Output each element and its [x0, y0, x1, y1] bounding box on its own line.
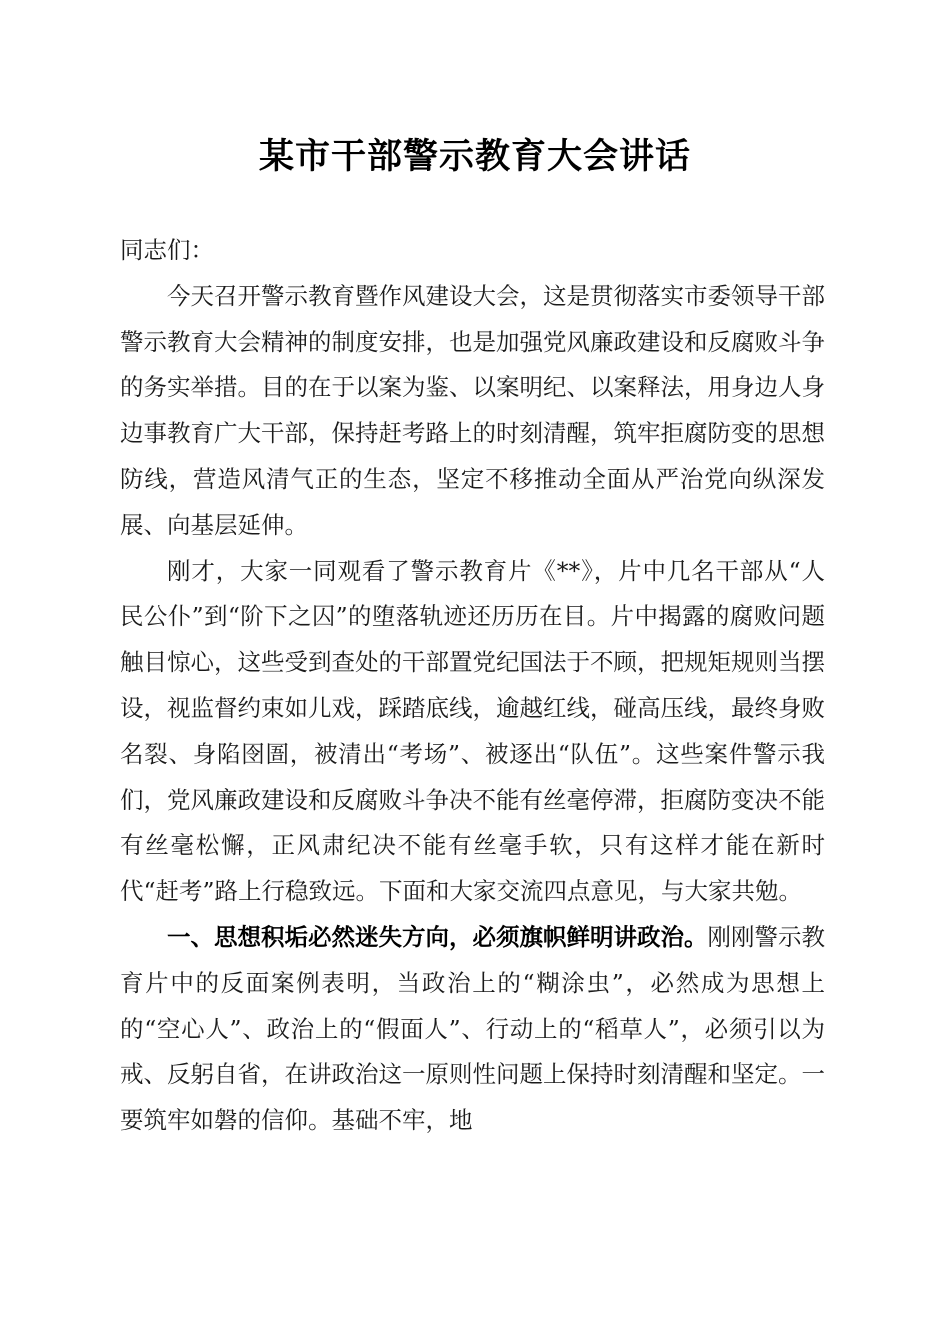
section-one-text: 刚刚警示教育片中的反面案例表明，当政治上的“糊涂虫”，必然成为思想上的“空心人”、政治上的“假面人”、行动上的“稻草人”，必须引以为戒、反躬自省，在讲政治这一原则性问题上保持时刻清醒和坚定。一要筑牢如磐的信仰。基础不牢，地: [120, 922, 825, 1135]
paragraph-video-review: 刚才，大家一同观看了警示教育片《**》，片中几名干部从“人民公仆”到“阶下之囚”的堕落轨迹还历历在目。片中揭露的腐败问题触目惊心，这些受到查处的干部置党纪国法于不顾，把规矩规则当摆设，视监督约束如儿戏，踩踏底线，逾越红线，碰高压线，最终身败名裂、身陷囹圄，被清出“考场”、被逐出“队伍”。这些案件警示我们，党风廉政建设和反腐败斗争决不能有丝毫停滞，拒腐防变决不能有丝毫松懈，正风肃纪决不能有丝毫手软，只有这样才能在新时代“赶考”路上行稳致远。下面和大家交流四点意见，与大家共勉。: [120, 556, 825, 906]
document-body: [120, 228, 825, 1144]
paragraph-section-one: [120, 915, 825, 1144]
document-title: 某市干部警示教育大会讲话: [258, 136, 691, 177]
section-one-heading: 一、思想积垢必然迷失方向，必须旗帜鲜明讲政治。: [167, 922, 708, 951]
salutation: 同志们：: [120, 236, 214, 264]
paragraph-intro: 今天召开警示教育暨作风建设大会，这是贯彻落实市委领导干部警示教育大会精神的制度安排，也是加强党风廉政建设和反腐败斗争的务实举措。目的在于以案为鉴、以案明纪、以案释法，用身边人身边事教育广大干部，保持赶考路上的时刻清醒，筑牢拒腐防变的思想防线，营造风清气正的生态，坚定不移推动全面从严治党向纵深发展、向基层延伸。: [120, 281, 825, 539]
